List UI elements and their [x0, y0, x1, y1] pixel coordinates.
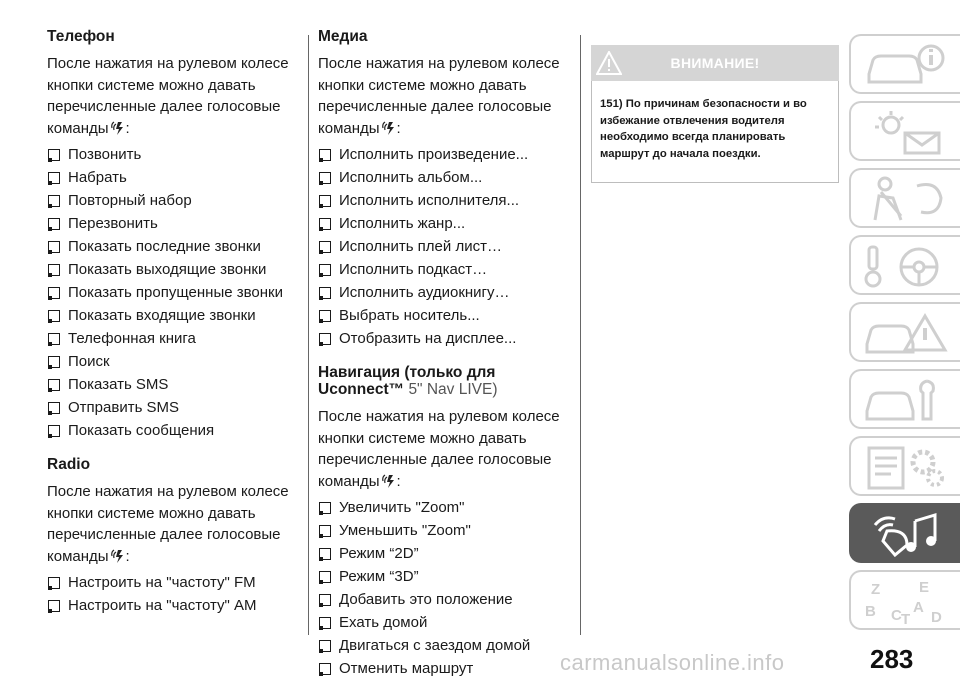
list-item [318, 212, 573, 235]
checkbox-bullet-icon [319, 264, 331, 276]
column-divider [308, 35, 309, 635]
checkbox-bullet-icon [48, 379, 60, 391]
list-item-text: Выбрать носитель... [339, 307, 480, 324]
list-item-text: Исполнить подкаст… [339, 261, 488, 278]
media-intro-text: После нажатия на рулевом колесе кнопки системе можно давать перечисленные далее голосовые команды [318, 55, 560, 137]
list-item-text: Исполнить плей лист… [339, 238, 502, 255]
list-item-text: Исполнить исполнителя... [339, 192, 520, 209]
checkbox-bullet-icon [48, 333, 60, 345]
colon: : [125, 119, 130, 137]
list-item [47, 166, 297, 189]
checkbox-bullet-icon [48, 577, 60, 589]
checkbox-bullet-icon [48, 195, 60, 207]
radio-commands-list [47, 571, 297, 617]
tab-car-info[interactable] [849, 34, 960, 94]
index-letter: B [865, 603, 876, 620]
tab-technical-data[interactable] [849, 436, 960, 496]
nav-title-line1: Навигация (только для [318, 364, 496, 381]
phone-commands-list [47, 143, 297, 442]
warning-lights-icon [861, 109, 951, 155]
checkbox-bullet-icon [48, 402, 60, 414]
list-item [318, 611, 573, 634]
nav-title-suffix: 5" Nav LIVE) [408, 381, 498, 398]
list-item [318, 519, 573, 542]
list-item [318, 565, 573, 588]
checkbox-bullet-icon [48, 172, 60, 184]
key-steering-icon [861, 243, 951, 289]
section-title-phone: Телефон [47, 28, 115, 45]
nav-title-line2: Uconnect™ [318, 381, 405, 398]
checkbox-bullet-icon [319, 571, 331, 583]
media-commands-list [318, 143, 573, 350]
list-item-text: Настроить на "частоту" AM [68, 597, 257, 614]
list-item [47, 571, 297, 594]
colon: : [396, 119, 401, 137]
list-item-text: Показать выходящие звонки [68, 261, 267, 278]
breakdown-icon [861, 310, 951, 356]
list-item [47, 258, 297, 281]
list-item [47, 327, 297, 350]
warning-header [591, 45, 839, 81]
checkbox-bullet-icon [48, 218, 60, 230]
list-item-text: Показать пропущенные звонки [68, 284, 283, 301]
list-item-text: Исполнить аудиокнигу… [339, 284, 510, 301]
voice-command-icon [111, 120, 124, 136]
checkbox-bullet-icon [319, 640, 331, 652]
list-item-text: Настроить на "частоту" FM [68, 574, 256, 591]
list-item-text: Исполнить альбом... [339, 169, 483, 186]
list-item [318, 327, 573, 350]
list-item [318, 657, 573, 680]
checkbox-bullet-icon [319, 502, 331, 514]
column-divider [580, 35, 581, 635]
checkbox-bullet-icon [48, 356, 60, 368]
checkbox-bullet-icon [319, 195, 331, 207]
list-item [318, 304, 573, 327]
checkbox-bullet-icon [319, 149, 331, 161]
checkbox-bullet-icon [48, 425, 60, 437]
checkbox-bullet-icon [319, 525, 331, 537]
technical-data-icon [861, 444, 951, 490]
list-item [47, 373, 297, 396]
nav-intro-text: После нажатия на рулевом колесе кнопки системе можно давать перечисленные далее голосовые команды [318, 408, 560, 490]
list-item [318, 496, 573, 519]
list-item [318, 542, 573, 565]
watermark: carmanualsonline.info [560, 650, 785, 675]
maintenance-icon [861, 377, 951, 423]
phone-intro [47, 53, 297, 139]
list-item-text: Исполнить произведение... [339, 146, 529, 163]
index-letter: D [931, 609, 942, 624]
list-item-text: Показать последние звонки [68, 238, 261, 255]
checkbox-bullet-icon [48, 149, 60, 161]
column-1 [47, 28, 297, 623]
list-item-text: Отобразить на дисплее... [339, 330, 517, 347]
list-item [47, 212, 297, 235]
checkbox-bullet-icon [319, 172, 331, 184]
list-item-text: Позвонить [68, 146, 142, 163]
list-item [47, 189, 297, 212]
tab-index[interactable] [849, 570, 960, 630]
nav-commands-list [318, 496, 573, 680]
list-item [47, 396, 297, 419]
list-item-text: Набрать [68, 169, 127, 186]
checkbox-bullet-icon [319, 617, 331, 629]
list-item [318, 588, 573, 611]
checkbox-bullet-icon [319, 218, 331, 230]
list-item-text: Поиск [68, 353, 110, 370]
list-item [318, 281, 573, 304]
index-letter: Z [871, 581, 881, 598]
checkbox-bullet-icon [319, 548, 331, 560]
list-item-text: Увеличить "Zoom" [339, 499, 465, 516]
list-item [47, 304, 297, 327]
list-item [318, 258, 573, 281]
list-item-text: Режим “2D” [339, 545, 419, 562]
list-item-text: Показать SMS [68, 376, 169, 393]
list-item [318, 235, 573, 258]
tab-warning-lights[interactable] [849, 101, 960, 161]
checkbox-bullet-icon [319, 333, 331, 345]
safety-airbag-icon [861, 176, 951, 222]
list-item [318, 634, 573, 657]
checkbox-bullet-icon [319, 594, 331, 606]
list-item-text: Уменьшить "Zoom" [339, 522, 471, 539]
index-icon [861, 578, 951, 624]
tab-key-steering[interactable] [849, 235, 960, 295]
checkbox-bullet-icon [319, 287, 331, 299]
chapter-tabs [849, 34, 960, 637]
phone-intro-text: После нажатия на рулевом колесе кнопки системе можно давать перечисленные далее голосовые команды [47, 55, 289, 137]
list-item [318, 143, 573, 166]
index-letter: E [919, 579, 930, 596]
voice-command-icon [382, 120, 395, 136]
colon: : [396, 472, 401, 490]
checkbox-bullet-icon [48, 264, 60, 276]
checkbox-bullet-icon [319, 663, 331, 675]
checkbox-bullet-icon [48, 287, 60, 299]
index-letter: A [913, 599, 924, 616]
section-title-navigation [318, 364, 573, 398]
list-item-text: Отменить маршрут [339, 660, 474, 677]
page-number: 283 [870, 644, 914, 674]
car-info-icon [861, 42, 951, 88]
radio-intro [47, 481, 297, 567]
colon: : [125, 547, 130, 565]
list-item-text: Добавить это положение [339, 591, 513, 608]
index-letter: T [901, 611, 911, 624]
tab-multimedia[interactable] [849, 503, 960, 563]
section-title-media: Медиа [318, 28, 368, 45]
section-title-radio: Radio [47, 456, 91, 473]
warning-box [591, 45, 839, 183]
list-item-text: Ехать домой [339, 614, 428, 631]
list-item-text: Показать сообщения [68, 422, 215, 439]
list-item-text: Повторный набор [68, 192, 192, 209]
voice-command-icon [382, 473, 395, 489]
tab-breakdown[interactable] [849, 302, 960, 362]
list-item-text: Показать входящие звонки [68, 307, 256, 324]
list-item-text: Отправить SMS [68, 399, 180, 416]
list-item-text: Перезвонить [68, 215, 158, 232]
checkbox-bullet-icon [48, 600, 60, 612]
index-letter: C [891, 607, 902, 624]
tab-safety[interactable] [849, 168, 960, 228]
column-2 [318, 28, 573, 686]
nav-intro [318, 406, 573, 492]
checkbox-bullet-icon [319, 241, 331, 253]
media-intro [318, 53, 573, 139]
list-item [318, 189, 573, 212]
voice-command-icon [111, 548, 124, 564]
warning-title: ВНИМАНИЕ! [670, 55, 760, 71]
warning-text: 151) По причинам безопасности и во избежание отвлечения водителя необходимо всегда планировать маршрут до начала поездки. [591, 81, 839, 183]
checkbox-bullet-icon [48, 241, 60, 253]
list-item [47, 143, 297, 166]
checkbox-bullet-icon [319, 310, 331, 322]
tab-maintenance[interactable] [849, 369, 960, 429]
list-item [318, 166, 573, 189]
list-item-text: Режим “3D” [339, 568, 419, 585]
multimedia-icon [861, 511, 951, 557]
list-item-text: Двигаться с заездом домой [339, 637, 531, 654]
checkbox-bullet-icon [48, 310, 60, 322]
list-item [47, 235, 297, 258]
list-item-text: Телефонная книга [68, 330, 196, 347]
list-item [47, 350, 297, 373]
list-item [47, 594, 297, 617]
list-item-text: Исполнить жанр... [339, 215, 466, 232]
radio-intro-text: После нажатия на рулевом колесе кнопки системе можно давать перечисленные далее голосовые команды [47, 483, 289, 565]
list-item [47, 281, 297, 304]
list-item [47, 419, 297, 442]
